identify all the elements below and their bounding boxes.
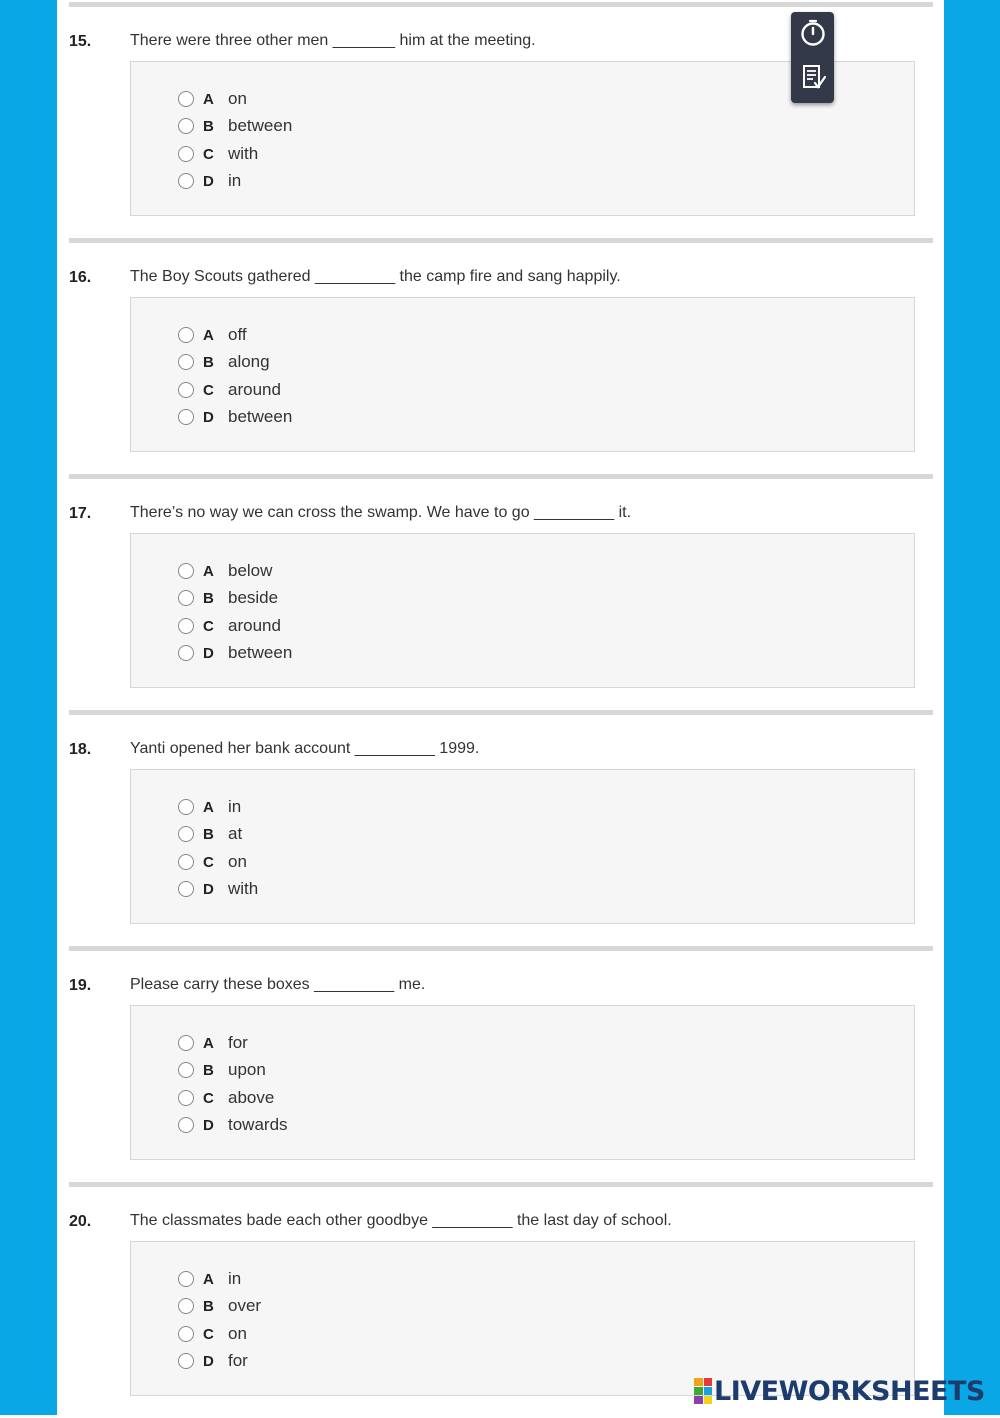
floating-toolbar [791, 12, 834, 103]
radio-button[interactable] [178, 645, 194, 661]
option-a[interactable] [178, 561, 272, 581]
option-letter: A [203, 798, 214, 816]
option-text: towards [228, 1115, 288, 1134]
right-frame [944, 0, 1000, 1415]
question-text: The classmates bade each other goodbye _________ the last day of school. [130, 1212, 672, 1229]
option-text: between [228, 643, 293, 662]
option-b[interactable] [178, 588, 278, 608]
radio-button[interactable] [178, 91, 194, 107]
review-icon [798, 62, 828, 97]
option-text: on [228, 1324, 247, 1343]
options-box [130, 533, 915, 688]
option-text: beside [228, 588, 279, 607]
radio-button[interactable] [178, 1298, 194, 1314]
radio-button[interactable] [178, 118, 194, 134]
option-text: with [228, 144, 259, 163]
review-button[interactable] [791, 58, 834, 101]
option-b[interactable] [178, 824, 242, 844]
option-letter: A [203, 1034, 214, 1052]
option-letter: D [203, 172, 214, 190]
option-letter: C [203, 1325, 214, 1343]
option-letter: C [203, 145, 214, 163]
options-box [130, 297, 915, 452]
option-letter: C [203, 617, 214, 635]
question-number: 18. [69, 741, 92, 758]
question-number: 16. [69, 269, 92, 286]
question-text: There were three other men _______ him at the meeting. [130, 32, 536, 49]
radio-button[interactable] [178, 354, 194, 370]
radio-button[interactable] [178, 146, 194, 162]
option-d[interactable] [178, 643, 292, 663]
option-text: above [228, 1088, 275, 1107]
option-text: between [228, 116, 293, 135]
question-divider [69, 474, 933, 479]
option-a[interactable] [178, 89, 247, 109]
option-d[interactable] [178, 407, 292, 427]
radio-button[interactable] [178, 1271, 194, 1287]
option-letter: D [203, 408, 214, 426]
option-text: for [228, 1033, 248, 1052]
question-number: 17. [69, 505, 92, 522]
question-divider [69, 710, 933, 715]
option-d[interactable] [178, 1115, 288, 1135]
question-text: Yanti opened her bank account _________ 1999. [130, 740, 480, 757]
option-a[interactable] [178, 797, 241, 817]
option-a[interactable] [178, 1033, 248, 1053]
radio-button[interactable] [178, 1117, 194, 1133]
question-19 [57, 946, 944, 1182]
radio-button[interactable] [178, 854, 194, 870]
option-letter: C [203, 853, 214, 871]
option-text: at [228, 824, 243, 843]
question-number: 19. [69, 977, 92, 994]
radio-button[interactable] [178, 409, 194, 425]
option-letter: D [203, 880, 214, 898]
option-text: around [228, 380, 281, 399]
options-box [130, 1241, 915, 1396]
radio-button[interactable] [178, 1326, 194, 1342]
option-text: with [228, 879, 259, 898]
question-text: There’s no way we can cross the swamp. We have to go _________ it. [130, 504, 632, 521]
option-a[interactable] [178, 1269, 241, 1289]
option-text: below [228, 561, 273, 580]
option-text: over [228, 1296, 262, 1315]
question-divider [69, 2, 933, 7]
option-letter: B [203, 1061, 214, 1079]
timer-button[interactable] [791, 14, 834, 57]
option-b[interactable] [178, 1060, 266, 1080]
options-box [130, 769, 915, 924]
question-18 [57, 710, 944, 946]
option-letter: A [203, 90, 214, 108]
option-text: in [228, 1269, 242, 1288]
option-text: on [228, 89, 247, 108]
radio-button[interactable] [178, 826, 194, 842]
question-divider [69, 1182, 933, 1187]
option-letter: C [203, 1089, 214, 1107]
radio-button[interactable] [178, 1035, 194, 1051]
option-letter: D [203, 644, 214, 662]
option-c[interactable] [178, 380, 281, 400]
question-text: The Boy Scouts gathered _________ the camp fire and sang happily. [130, 268, 621, 285]
question-divider [69, 946, 933, 951]
radio-button[interactable] [178, 1353, 194, 1369]
question-number: 20. [69, 1213, 92, 1230]
option-letter: D [203, 1352, 214, 1370]
option-b[interactable] [178, 116, 292, 136]
radio-button[interactable] [178, 327, 194, 343]
option-a[interactable] [178, 325, 247, 345]
option-text: in [228, 171, 242, 190]
radio-button[interactable] [178, 1090, 194, 1106]
options-box [130, 1005, 915, 1160]
question-17 [57, 474, 944, 710]
option-letter: C [203, 381, 214, 399]
option-c[interactable] [178, 616, 281, 636]
radio-button[interactable] [178, 881, 194, 897]
option-c[interactable] [178, 144, 258, 164]
radio-button[interactable] [178, 563, 194, 579]
liveworksheets-logo [694, 1374, 985, 1408]
option-text: around [228, 616, 281, 635]
option-b[interactable] [178, 352, 270, 372]
option-text: along [228, 352, 270, 371]
option-c[interactable] [178, 852, 247, 872]
option-c[interactable] [178, 1088, 274, 1108]
option-b[interactable] [178, 1296, 261, 1316]
option-d[interactable] [178, 171, 241, 191]
radio-button[interactable] [178, 618, 194, 634]
question-16 [57, 238, 944, 474]
option-text: for [228, 1351, 248, 1370]
option-letter: A [203, 562, 214, 580]
option-letter: B [203, 825, 214, 843]
option-letter: B [203, 117, 214, 135]
radio-button[interactable] [178, 173, 194, 189]
logo-text: LIVEWORKSHEETS [714, 1375, 985, 1407]
option-d[interactable] [178, 879, 258, 899]
option-text: upon [228, 1060, 266, 1079]
radio-button[interactable] [178, 382, 194, 398]
left-frame [0, 0, 57, 1415]
option-letter: B [203, 589, 214, 607]
radio-button[interactable] [178, 1062, 194, 1078]
option-letter: B [203, 353, 214, 371]
option-letter: A [203, 326, 214, 344]
worksheet-page [57, 0, 944, 1415]
question-number: 15. [69, 33, 92, 50]
option-text: on [228, 852, 247, 871]
liveworksheets-logo-icon [694, 1378, 712, 1404]
option-letter: D [203, 1116, 214, 1134]
question-text: Please carry these boxes _________ me. [130, 976, 426, 993]
timer-icon [798, 18, 828, 53]
option-text: in [228, 797, 242, 816]
option-text: between [228, 407, 293, 426]
option-d[interactable] [178, 1351, 248, 1371]
option-c[interactable] [178, 1324, 247, 1344]
option-letter: A [203, 1270, 214, 1288]
option-text: off [228, 325, 247, 344]
option-letter: B [203, 1297, 214, 1315]
radio-button[interactable] [178, 799, 194, 815]
radio-button[interactable] [178, 590, 194, 606]
question-divider [69, 238, 933, 243]
